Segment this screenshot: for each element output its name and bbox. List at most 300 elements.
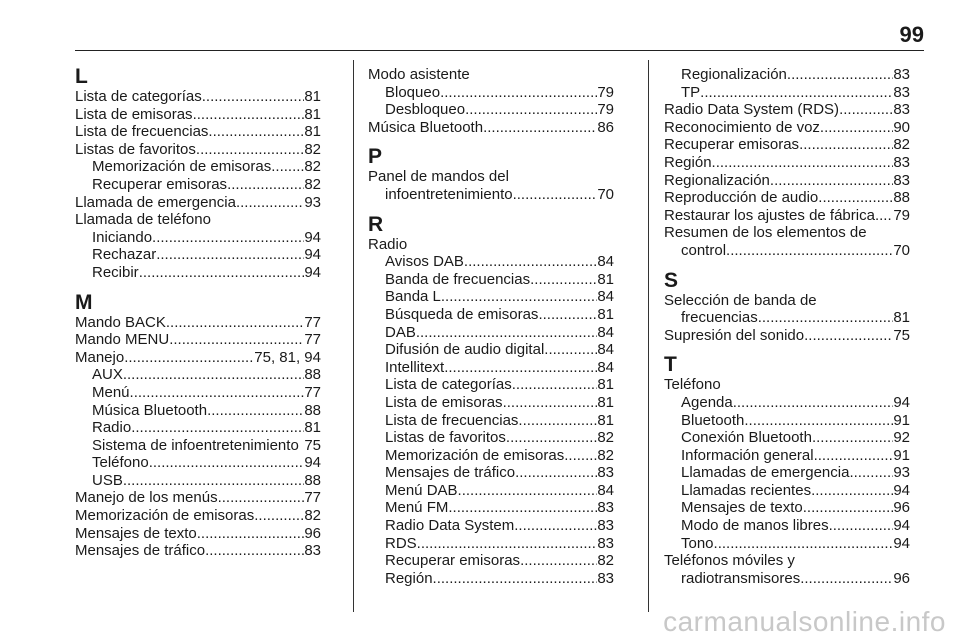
dot-leader: [139, 264, 305, 282]
entry-text: Listas de favoritos: [75, 140, 196, 158]
dot-leader: [458, 482, 598, 500]
entry-text: Búsqueda de emisoras: [385, 305, 539, 323]
section-gap: [664, 260, 910, 270]
header-rule: [75, 50, 924, 51]
section-letter: M: [75, 290, 93, 314]
entry-text: Memorización de emisoras: [92, 158, 272, 176]
dot-leader: [700, 84, 893, 102]
dot-leader: [812, 429, 893, 447]
entry-text: Conexión Bluetooth: [681, 429, 812, 447]
index-subentry: [368, 359, 614, 377]
dot-leader: [758, 309, 894, 327]
index-entry: [664, 309, 910, 327]
index-entry: [664, 172, 910, 190]
index-subentry: [664, 517, 910, 535]
dot-leader: [131, 419, 304, 437]
index-subentry: [368, 482, 614, 500]
page-ref: 83: [893, 153, 910, 171]
dot-leader: [193, 106, 305, 124]
page-ref: 83: [893, 101, 910, 119]
dot-leader: [538, 306, 597, 324]
dot-leader: [444, 359, 597, 377]
dot-leader: [416, 324, 597, 342]
index-heading: Selección de banda de: [664, 291, 817, 309]
page-ref: 83: [893, 171, 910, 189]
page-ref: 94: [304, 246, 321, 264]
dot-leader: [839, 101, 893, 119]
section-gap: [368, 136, 614, 146]
entry-text: Lista de emisoras: [385, 393, 503, 411]
dot-leader: [197, 525, 305, 543]
page-ref: 88: [304, 471, 321, 489]
entry-text: Avisos DAB: [385, 253, 464, 271]
index-column-3: [664, 66, 910, 587]
page-ref: 94: [893, 517, 910, 535]
dot-leader: [440, 84, 597, 102]
entry-text: Música Bluetooth: [92, 401, 208, 419]
dot-leader: [236, 194, 304, 212]
entry-text: Menú DAB: [385, 481, 458, 499]
index-subentry: [368, 535, 614, 553]
page-ref: 77: [304, 331, 321, 349]
dot-leader: [829, 517, 894, 535]
entry-text: Iniciando: [92, 228, 153, 246]
page-ref: 83: [597, 499, 614, 517]
index-subentry: [368, 84, 614, 102]
page-ref: 79: [597, 101, 614, 119]
page-ref: 86: [597, 118, 614, 136]
page-ref: 91: [893, 411, 910, 429]
entry-text: Listas de favoritos: [385, 429, 506, 447]
page-ref: 82: [597, 552, 614, 570]
page-number: 99: [899, 22, 924, 47]
index-entry: [75, 314, 321, 332]
entry-text: Radio: [92, 419, 132, 437]
dot-leader: [875, 207, 893, 225]
entry-text: Lista de frecuencias: [385, 411, 519, 429]
dot-leader: [166, 314, 304, 332]
page-ref: 94: [304, 228, 321, 246]
dot-leader: [506, 429, 597, 447]
page-ref: 96: [893, 499, 910, 517]
page-ref: 81: [597, 270, 614, 288]
dot-leader: [227, 176, 304, 194]
index-entry: [75, 331, 321, 349]
dot-leader: [202, 88, 305, 106]
index-entry: [75, 349, 321, 367]
index-column-2: [368, 66, 614, 587]
page-ref: 82: [304, 140, 321, 158]
page-ref: 82: [304, 175, 321, 193]
page-ref: 94: [304, 454, 321, 472]
entry-text: Manejo de los menús: [75, 489, 218, 507]
entry-text: Modo de manos libres: [681, 517, 829, 535]
entry-text: Memorización de emisoras: [385, 446, 565, 464]
entry-text: radiotransmisores: [681, 569, 801, 587]
entry-text: control: [681, 241, 727, 259]
index-entry: [75, 106, 321, 124]
entry-text: Intellitext: [385, 358, 445, 376]
page-ref: 83: [893, 83, 910, 101]
index-subentry: [75, 366, 321, 384]
dot-leader: [218, 489, 305, 507]
index-heading: Teléfono: [664, 376, 721, 394]
page-ref: 94: [893, 393, 910, 411]
index-subentry: [368, 324, 614, 342]
index-subentry: [368, 429, 614, 447]
page-ref: 82: [304, 158, 321, 176]
index-entry: [664, 327, 910, 345]
dot-leader: [417, 535, 598, 553]
watermark: carmanualsonline.info: [663, 606, 946, 637]
entry-text: Menú FM: [385, 499, 449, 517]
index-entry: [75, 194, 321, 212]
index-subentry: [75, 384, 321, 402]
entry-text: Memorización de emisoras: [75, 507, 255, 525]
entry-text: Mensajes de tráfico: [75, 542, 206, 560]
index-subentry: [368, 447, 614, 465]
page-ref: 75, 81, 94: [254, 348, 321, 366]
page-ref: 94: [304, 263, 321, 281]
dot-leader: [254, 507, 304, 525]
index-heading: Teléfonos móviles y: [664, 552, 795, 570]
index-entry: [75, 542, 321, 560]
index-subentry: [75, 229, 321, 247]
entry-text: USB: [92, 471, 123, 489]
dot-leader: [800, 570, 893, 588]
entry-text: Sistema de infoentretenimiento: [92, 436, 299, 454]
page-ref: 94: [893, 534, 910, 552]
index-subentry: [664, 499, 910, 517]
dot-leader: [124, 349, 254, 367]
index-subentry: [368, 288, 614, 306]
index-subentry: [75, 437, 321, 455]
index-heading: Modo asistente: [368, 66, 470, 83]
index-entry: [664, 101, 910, 119]
entry-text: Regionalización: [681, 66, 787, 83]
index-heading: Llamada de teléfono: [75, 211, 211, 229]
page-ref: 92: [893, 429, 910, 447]
entry-text: infoentretenimiento: [385, 185, 513, 203]
dot-leader: [152, 229, 304, 247]
section-letter: L: [75, 65, 88, 88]
index-subentry: [368, 552, 614, 570]
entry-text: Reconocimiento de voz: [664, 118, 820, 136]
dot-leader: [803, 499, 894, 517]
index-subentry: [75, 246, 321, 264]
page-ref: 83: [597, 464, 614, 482]
dot-leader: [156, 246, 304, 264]
index-subentry: [664, 535, 910, 553]
index-entry: [368, 186, 614, 204]
page-ref: 93: [893, 464, 910, 482]
entry-text: Región: [385, 569, 433, 587]
dot-leader: [712, 154, 894, 172]
index-subentry: [368, 101, 614, 119]
page-ref: 82: [597, 429, 614, 447]
entry-text: Mando MENU: [75, 331, 170, 349]
index-subentry: [664, 482, 910, 500]
entry-text: Regionalización: [664, 171, 770, 189]
index-subentry: [368, 464, 614, 482]
page-ref: 93: [304, 193, 321, 211]
index-subentry: [368, 570, 614, 588]
dot-leader: [820, 119, 893, 137]
index-subentry: [664, 464, 910, 482]
page-ref: 81: [304, 123, 321, 141]
section-letter: R: [368, 212, 384, 236]
page-ref: 84: [597, 253, 614, 271]
index-heading: Panel de mandos del: [368, 168, 509, 186]
dot-leader: [714, 535, 894, 553]
index-subentry: [368, 306, 614, 324]
page-ref: 91: [893, 446, 910, 464]
dot-leader: [733, 394, 894, 412]
dot-leader: [441, 288, 597, 306]
dot-leader: [799, 136, 893, 154]
entry-text: Llamadas de emergencia: [681, 464, 850, 482]
entry-text: DAB: [385, 323, 416, 341]
entry-text: Menú: [92, 383, 130, 401]
entry-text: Música Bluetooth: [368, 118, 484, 136]
entry-text: Llamadas recientes: [681, 481, 812, 499]
page-ref: 88: [304, 401, 321, 419]
dot-leader: [512, 376, 598, 394]
index-subentry: [368, 271, 614, 289]
page-ref: 81: [597, 393, 614, 411]
page-ref: 84: [597, 288, 614, 306]
entry-text: Información general: [681, 446, 814, 464]
page-ref: 81: [597, 376, 614, 394]
dot-leader: [520, 552, 597, 570]
dot-leader: [123, 366, 304, 384]
entry-text: Supresión del sonido: [664, 326, 805, 344]
page-ref: 82: [304, 507, 321, 525]
dot-leader: [149, 454, 305, 472]
page-ref: 90: [893, 118, 910, 136]
index-entry: [664, 242, 910, 260]
index-heading: Resumen de los elementos de: [664, 224, 867, 242]
index-entry: [368, 119, 614, 137]
page-ref: 96: [893, 569, 910, 587]
entry-text: Bloqueo: [385, 83, 441, 101]
entry-text: Lista de emisoras: [75, 105, 193, 123]
entry-text: Restaurar los ajustes de fábrica: [664, 206, 875, 224]
page-ref: 88: [893, 189, 910, 207]
dot-leader: [205, 542, 304, 560]
dot-leader: [123, 472, 304, 490]
dot-leader: [515, 464, 597, 482]
entry-text: Lista de frecuencias: [75, 123, 209, 141]
dot-leader: [464, 253, 597, 271]
index-subentry: [75, 454, 321, 472]
dot-leader: [818, 189, 893, 207]
dot-leader: [744, 412, 893, 430]
entry-text: AUX: [92, 366, 123, 384]
index-subentry: [664, 412, 910, 430]
page-ref: 84: [597, 481, 614, 499]
index-subentry: [368, 517, 614, 535]
page-ref: 83: [597, 569, 614, 587]
page-ref: 84: [597, 323, 614, 341]
entry-text: Banda L: [385, 288, 441, 306]
page-ref: 83: [597, 534, 614, 552]
page-ref: 70: [893, 241, 910, 259]
index-entry: [75, 88, 321, 106]
index-entry: [664, 136, 910, 154]
dot-leader: [564, 447, 597, 465]
index-subentry: [368, 376, 614, 394]
index-entry: [75, 141, 321, 159]
entry-text: Mensajes de texto: [75, 524, 197, 542]
section-gap: [75, 282, 321, 292]
page-ref: 82: [893, 136, 910, 154]
page-ref: 75: [304, 436, 321, 454]
entry-text: Agenda: [681, 393, 733, 411]
index-subentry: [368, 394, 614, 412]
entry-text: RDS: [385, 534, 417, 552]
index-subentry: [75, 419, 321, 437]
index-subentry: [75, 176, 321, 194]
dot-leader: [849, 464, 893, 482]
index-entry: [664, 119, 910, 137]
dot-leader: [207, 402, 304, 420]
index-subentry: [368, 253, 614, 271]
section-gap: [664, 344, 910, 354]
dot-leader: [518, 412, 597, 430]
column-divider: [353, 60, 354, 612]
dot-leader: [514, 517, 597, 535]
entry-text: Recuperar emisoras: [664, 136, 800, 154]
index-subentry: [75, 264, 321, 282]
index-entry: [75, 525, 321, 543]
dot-leader: [770, 172, 893, 190]
page-ref: 81: [597, 411, 614, 429]
entry-text: Mensajes de texto: [681, 499, 803, 517]
section-gap: [368, 204, 614, 214]
page-ref: 84: [597, 358, 614, 376]
entry-text: frecuencias: [681, 309, 758, 327]
index-entry: [664, 189, 910, 207]
dot-leader: [787, 66, 893, 84]
entry-text: Lista de categorías: [75, 88, 202, 105]
page-ref: 83: [597, 517, 614, 535]
entry-text: Llamada de emergencia: [75, 193, 236, 211]
page-ref: 81: [597, 305, 614, 323]
entry-text: Radio Data System (RDS): [664, 101, 840, 119]
entry-text: Región: [664, 153, 712, 171]
entry-text: Recuperar emisoras: [92, 175, 228, 193]
page-ref: 96: [304, 524, 321, 542]
dot-leader: [483, 119, 597, 137]
dot-leader: [208, 123, 304, 141]
page-ref: 77: [304, 313, 321, 331]
page-ref: 77: [304, 383, 321, 401]
entry-text: Reproducción de audio: [664, 189, 819, 207]
page-ref: 75: [893, 326, 910, 344]
page-ref: 81: [304, 419, 321, 437]
page-ref: 88: [304, 366, 321, 384]
dot-leader: [811, 482, 893, 500]
page-ref: 79: [893, 206, 910, 224]
page-ref: 77: [304, 489, 321, 507]
section-letter: S: [664, 268, 679, 292]
index-entry: [75, 123, 321, 141]
entry-text: Banda de frecuencias: [385, 270, 531, 288]
page-ref: 94: [893, 481, 910, 499]
index-column-1: [75, 66, 321, 560]
index-subentry: [664, 429, 910, 447]
entry-text: Tono: [681, 534, 714, 552]
index-subentry: [664, 66, 910, 84]
index-subentry: [664, 394, 910, 412]
index-subentry: [368, 412, 614, 430]
dot-leader: [433, 570, 598, 588]
entry-text: Mando BACK: [75, 313, 166, 331]
entry-text: Teléfono: [92, 454, 149, 472]
index-subentry: [368, 341, 614, 359]
dot-leader: [513, 186, 598, 204]
index-entry: [75, 507, 321, 525]
column-divider: [648, 60, 649, 612]
index-subentry: [75, 158, 321, 176]
index-entry: [75, 489, 321, 507]
dot-leader: [271, 158, 304, 176]
entry-text: Recuperar emisoras: [385, 552, 521, 570]
entry-text: Mensajes de tráfico: [385, 464, 516, 482]
page-ref: 81: [893, 309, 910, 327]
dot-leader: [814, 447, 894, 465]
dot-leader: [448, 499, 597, 517]
page-ref: 83: [893, 66, 910, 83]
entry-text: Lista de categorías: [385, 376, 512, 394]
page-ref: 83: [304, 542, 321, 560]
dot-leader: [726, 242, 893, 260]
index-heading: Radio: [368, 235, 408, 253]
dot-leader: [530, 271, 597, 289]
dot-leader: [196, 141, 304, 159]
index-entry: [664, 570, 910, 588]
page-ref: 81: [304, 88, 321, 105]
index-subentry: [75, 402, 321, 420]
page-ref: 70: [597, 185, 614, 203]
section-letter: P: [368, 145, 383, 169]
dot-leader: [465, 101, 597, 119]
entry-text: Recibir: [92, 263, 139, 281]
section-letter: T: [664, 353, 677, 377]
dot-leader: [503, 394, 598, 412]
dot-leader: [169, 331, 304, 349]
entry-text: Bluetooth: [681, 411, 745, 429]
dot-leader: [130, 384, 305, 402]
index-subentry: [75, 472, 321, 490]
index-entry: [664, 207, 910, 225]
page-ref: 81: [304, 105, 321, 123]
entry-text: Rechazar: [92, 246, 157, 264]
entry-text: Difusión de audio digital: [385, 341, 545, 359]
page-ref: 79: [597, 83, 614, 101]
entry-text: Manejo: [75, 348, 125, 366]
dot-leader: [804, 327, 893, 345]
page-ref: 84: [597, 341, 614, 359]
index-subentry: [664, 447, 910, 465]
index-subentry: [368, 499, 614, 517]
entry-text: TP: [681, 83, 701, 101]
entry-text: Radio Data System: [385, 517, 515, 535]
page-ref: 82: [597, 446, 614, 464]
entry-text: Desbloqueo: [385, 101, 466, 119]
index-subentry: [664, 84, 910, 102]
